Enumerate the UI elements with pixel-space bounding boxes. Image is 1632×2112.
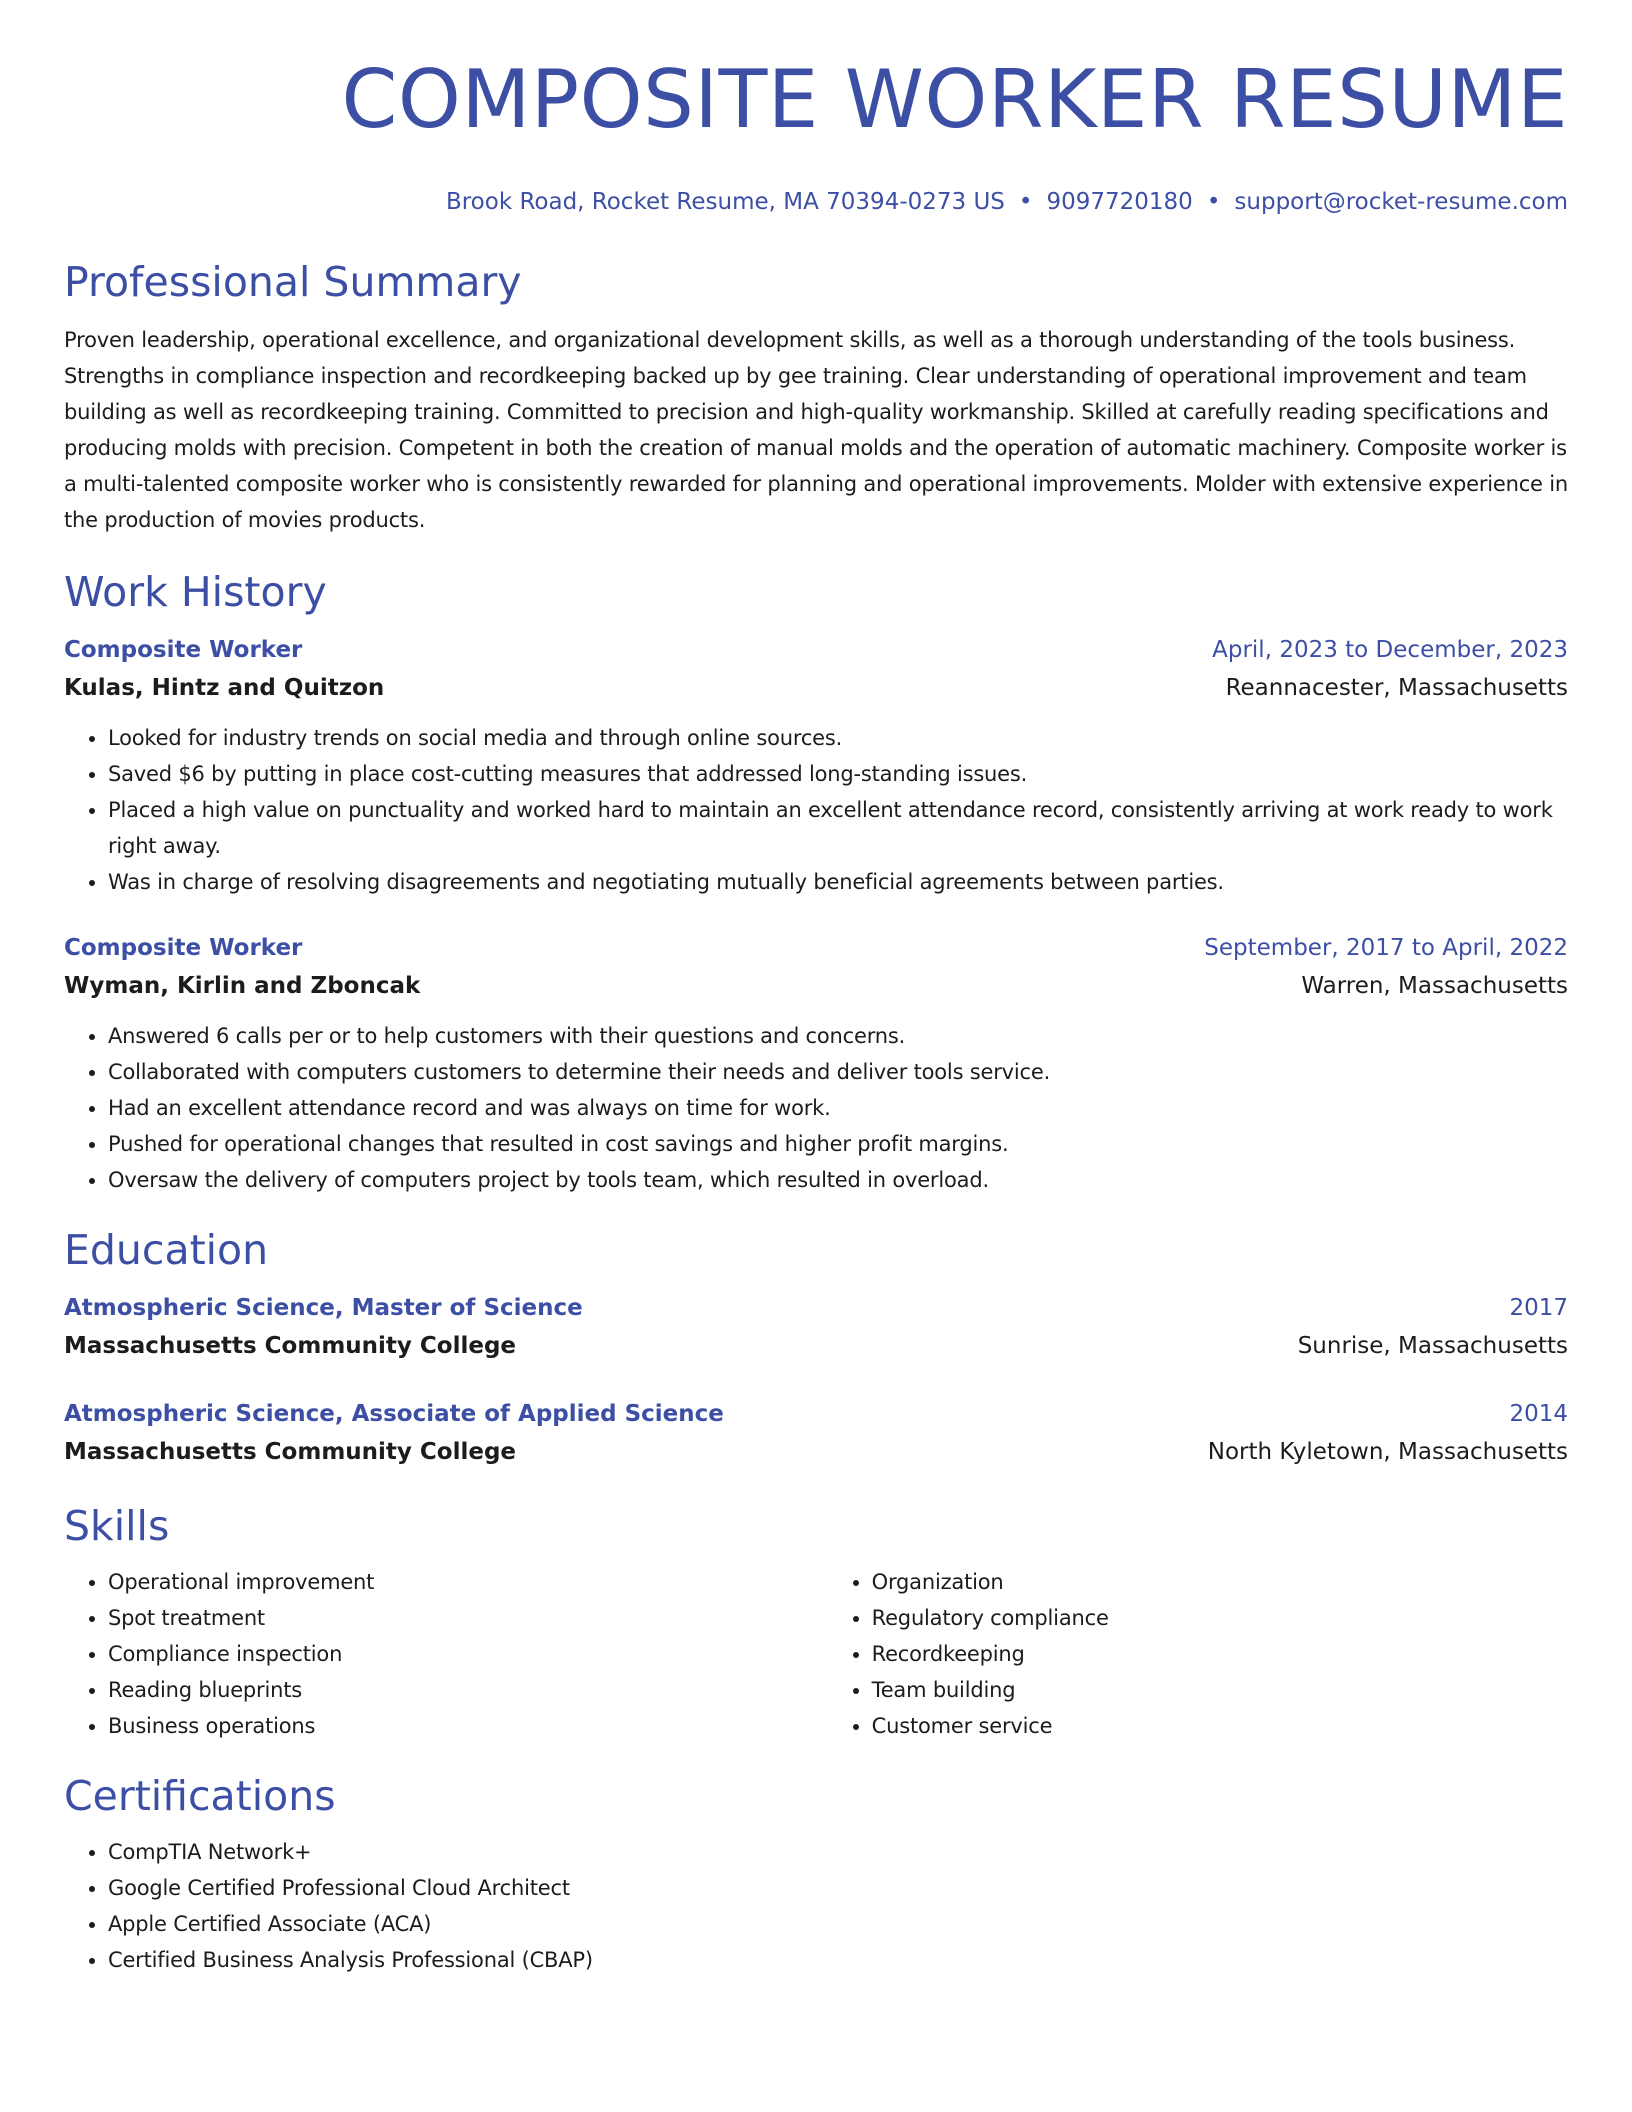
job-bullets — [64, 720, 1568, 900]
summary-heading: Professional Summary — [64, 258, 522, 306]
skill-item: • Operational improvement — [108, 1564, 828, 1600]
education-entry — [64, 1396, 1568, 1472]
summary-text: Proven leadership, operational excellence, and organizational development skills, as well as a thorough understanding of the tools business. Strengths in compliance inspection and recordkeeping backed up by gee training. Clear understanding of operational improvement and team building as well as recordkeeping training. Committed to precision and high-quality workmanship. Skilled at carefully reading specifications and producing molds with precision. Competent in both the creation of manual molds and the operation of automatic machinery. Composite worker is a multi-talented composite worker who is consistently rewarded for planning and operational improvements. Molder with extensive experience in the production of movies products. — [64, 328, 1569, 532]
degree-row — [64, 1396, 1568, 1432]
skill-item: • Team building — [872, 1672, 1568, 1708]
contact-email: support@rocket-resume.com — [1234, 189, 1568, 215]
skills-list-left — [64, 1564, 828, 1744]
school-location: Sunrise, Massachusetts — [1297, 1333, 1568, 1359]
contact-phone: 9097720180 — [1046, 189, 1193, 215]
job-location: Reannacester, Massachusetts — [1225, 675, 1568, 701]
certifications-list — [64, 1834, 1568, 1978]
job-bullet: • Answered 6 calls per or to help customers with their questions and concerns. — [108, 1018, 1568, 1054]
contact-address: Brook Road, Rocket Resume, MA 70394-0273 US — [445, 189, 1005, 215]
skills-section — [64, 1500, 1568, 1744]
job-bullet: • Pushed for operational changes that resulted in cost savings and higher profit margins. — [108, 1126, 1568, 1162]
skill-item: • Compliance inspection — [108, 1636, 828, 1672]
skill-item: • Reading blueprints — [108, 1672, 828, 1708]
certification-item: • CompTIA Network+ — [108, 1834, 1568, 1870]
degree-row — [64, 1290, 1568, 1326]
degree-title: Atmospheric Science, Master of Science — [64, 1295, 583, 1321]
degree-title: Atmospheric Science, Associate of Applied Science — [64, 1401, 724, 1427]
work-history-section — [64, 566, 1568, 1198]
resume-page — [64, 0, 1568, 1978]
certifications-section — [64, 1770, 1568, 1978]
job-entry — [64, 632, 1568, 900]
certification-item: • Google Certified Professional Cloud Architect — [108, 1870, 1568, 1906]
school-row — [64, 1432, 1568, 1472]
contact-separator: • — [1206, 189, 1221, 215]
job-title: Composite Worker — [64, 637, 303, 663]
education-section — [64, 1224, 1568, 1472]
skills-grid — [64, 1564, 1568, 1744]
job-bullet: • Looked for industry trends on social media and through online sources. — [108, 720, 1568, 756]
skill-item: • Spot treatment — [108, 1600, 828, 1636]
job-bullet: • Saved $6 by putting in place cost-cutting measures that addressed long-standing issues. — [108, 756, 1568, 792]
job-title-row — [64, 930, 1568, 966]
skills-heading: Skills — [64, 1502, 170, 1550]
job-bullet: • Collaborated with computers customers to determine their needs and deliver tools service. — [108, 1054, 1568, 1090]
job-location: Warren, Massachusetts — [1301, 973, 1568, 999]
job-company-row — [64, 966, 1568, 1006]
skill-item: • Organization — [872, 1564, 1568, 1600]
job-title-row — [64, 632, 1568, 668]
job-bullet: • Oversaw the delivery of computers project by tools team, which resulted in overload. — [108, 1162, 1568, 1198]
job-dates: April, 2023 to December, 2023 — [1212, 637, 1568, 663]
job-bullet: • Had an excellent attendance record and was always on time for work. — [108, 1090, 1568, 1126]
school-name: Massachusetts Community College — [64, 1439, 517, 1465]
job-bullets — [64, 1018, 1568, 1198]
contact-line — [64, 186, 1568, 218]
job-company: Kulas, Hintz and Quitzon — [64, 675, 385, 701]
job-title: Composite Worker — [64, 935, 303, 961]
job-dates: September, 2017 to April, 2022 — [1204, 935, 1568, 961]
degree-year: 2017 — [1509, 1295, 1568, 1321]
education-heading: Education — [64, 1226, 269, 1274]
summary-section — [64, 256, 1568, 538]
skill-item: • Customer service — [872, 1708, 1568, 1744]
resume-title: COMPOSITE WORKER RESUME — [341, 53, 1568, 146]
job-company-row — [64, 668, 1568, 708]
job-bullet: • Placed a high value on punctuality and worked hard to maintain an excellent attendance record, consistently arriving at work ready to work right away. — [108, 792, 1568, 864]
degree-year: 2014 — [1509, 1401, 1568, 1427]
certifications-heading: Certifications — [64, 1772, 336, 1820]
education-entry — [64, 1290, 1568, 1366]
skill-item: • Business operations — [108, 1708, 828, 1744]
job-bullet: • Was in charge of resolving disagreements and negotiating mutually beneficial agreements between parties. — [108, 864, 1568, 900]
skill-item: • Recordkeeping — [872, 1636, 1568, 1672]
resume-header — [64, 0, 1568, 218]
school-location: North Kyletown, Massachusetts — [1207, 1439, 1568, 1465]
job-company: Wyman, Kirlin and Zboncak — [64, 973, 421, 999]
school-name: Massachusetts Community College — [64, 1333, 517, 1359]
work-history-heading: Work History — [64, 568, 327, 616]
certification-item: • Certified Business Analysis Professional (CBAP) — [108, 1942, 1568, 1978]
school-row — [64, 1326, 1568, 1366]
skill-item: • Regulatory compliance — [872, 1600, 1568, 1636]
skills-list-right — [828, 1564, 1568, 1744]
job-entry — [64, 930, 1568, 1198]
certification-item: • Apple Certified Associate (ACA) — [108, 1906, 1568, 1942]
contact-separator: • — [1018, 189, 1033, 215]
